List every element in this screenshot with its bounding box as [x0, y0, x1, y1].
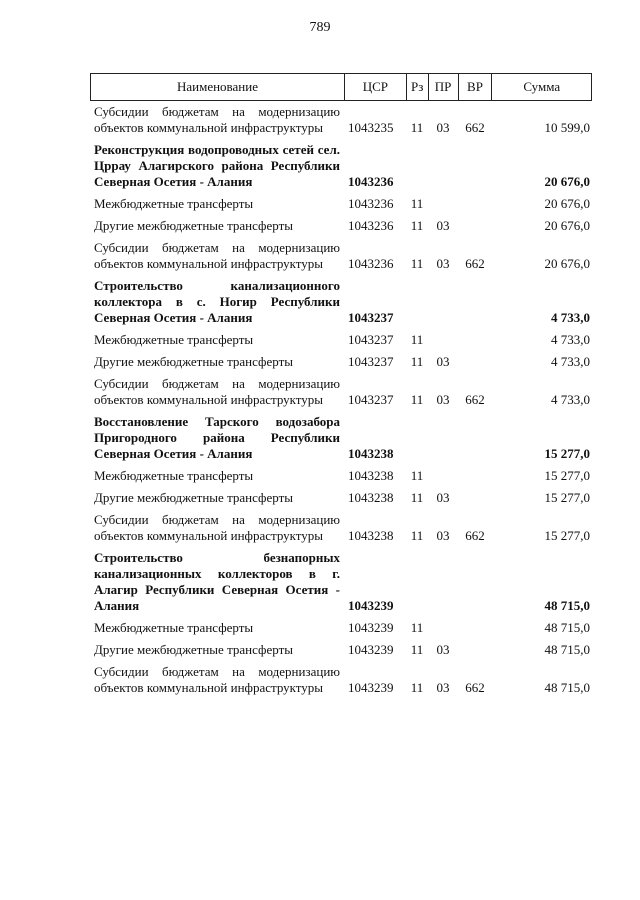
cell-name: Реконструкция водопроводных сетей сел. Цррау Алагирского района Республики Северная Осетия - Алания — [94, 142, 340, 189]
cell-rz: 11 — [410, 642, 424, 657]
cell-name: Другие межбюджетные трансферты — [94, 642, 293, 657]
cell-rz: 11 — [410, 528, 424, 543]
cell-pr: 03 — [436, 680, 450, 695]
cell-sum: 4 733,0 — [551, 332, 590, 347]
cell-name: Межбюджетные трансферты — [94, 620, 254, 635]
cell-pr: 03 — [436, 120, 450, 135]
page-number: 789 — [309, 20, 331, 35]
table-row-section — [90, 275, 592, 329]
table-row — [90, 351, 592, 373]
table-body — [90, 101, 592, 699]
header-sum: Сумма — [491, 74, 591, 100]
cell-sum: 48 715,0 — [544, 598, 590, 613]
cell-csr: 1043236 — [348, 256, 394, 271]
cell-sum: 20 676,0 — [544, 218, 590, 233]
cell-rz: 11 — [410, 332, 424, 347]
header-vr: ВР — [458, 74, 492, 100]
cell-rz: 11 — [410, 468, 424, 483]
cell-sum: 48 715,0 — [544, 620, 590, 635]
cell-name: Субсидии бюджетам на модернизацию объектов коммунальной инфраструктуры — [94, 240, 340, 271]
cell-csr: 1043236 — [348, 218, 394, 233]
cell-vr: 662 — [465, 120, 485, 135]
cell-name: Другие межбюджетные трансферты — [94, 490, 293, 505]
cell-sum: 48 715,0 — [544, 680, 590, 695]
cell-vr: 662 — [465, 680, 485, 695]
budget-table — [90, 73, 592, 699]
cell-name: Восстановление Тарского водозабора Пригородного района Республики Северная Осетия - Алания — [94, 414, 340, 461]
cell-pr: 03 — [436, 218, 450, 233]
cell-csr: 1043239 — [348, 642, 394, 657]
cell-name: Субсидии бюджетам на модернизацию объектов коммунальной инфраструктуры — [94, 512, 340, 543]
cell-rz: 11 — [410, 392, 424, 407]
cell-csr: 1043238 — [348, 528, 394, 543]
cell-vr: 662 — [465, 256, 485, 271]
cell-name: Субсидии бюджетам на модернизацию объектов коммунальной инфраструктуры — [94, 104, 340, 135]
cell-sum: 20 676,0 — [544, 256, 590, 271]
table-row — [90, 329, 592, 351]
cell-csr: 1043237 — [348, 332, 394, 347]
cell-sum: 48 715,0 — [544, 642, 590, 657]
cell-sum: 20 676,0 — [544, 196, 590, 211]
cell-csr: 1043235 — [348, 120, 394, 135]
cell-name: Другие межбюджетные трансферты — [94, 218, 293, 233]
table-row-section — [90, 547, 592, 617]
cell-csr: 1043236 — [348, 174, 394, 189]
cell-csr: 1043237 — [348, 392, 394, 407]
cell-sum: 15 277,0 — [544, 468, 590, 483]
cell-sum: 4 733,0 — [551, 310, 590, 325]
cell-csr: 1043237 — [348, 310, 394, 325]
cell-sum: 15 277,0 — [544, 528, 590, 543]
table-row — [90, 193, 592, 215]
table-header — [90, 73, 592, 101]
cell-csr: 1043238 — [348, 490, 394, 505]
cell-name: Другие межбюджетные трансферты — [94, 354, 293, 369]
cell-rz: 11 — [410, 218, 424, 233]
cell-pr: 03 — [436, 642, 450, 657]
cell-name: Межбюджетные трансферты — [94, 468, 254, 483]
cell-name: Строительство канализационного коллектора в с. Ногир Республики Северная Осетия - Алания — [94, 278, 340, 325]
table-row — [90, 465, 592, 487]
cell-csr: 1043238 — [348, 446, 394, 461]
cell-vr: 662 — [465, 392, 485, 407]
table-row — [90, 487, 592, 509]
cell-pr: 03 — [436, 528, 450, 543]
cell-csr: 1043239 — [348, 680, 394, 695]
table-row — [90, 237, 592, 275]
cell-pr: 03 — [436, 490, 450, 505]
cell-rz: 11 — [410, 680, 424, 695]
table-row-section — [90, 411, 592, 465]
cell-vr: 662 — [465, 528, 485, 543]
cell-sum: 4 733,0 — [551, 392, 590, 407]
table-row — [90, 215, 592, 237]
cell-sum: 20 676,0 — [544, 174, 590, 189]
cell-sum: 4 733,0 — [551, 354, 590, 369]
table-row — [90, 617, 592, 639]
cell-name: Строительство безнапорных канализационных коллекторов в г. Алагир Республики Северная Осетия - Алания — [94, 550, 340, 613]
header-name: Наименование — [176, 79, 258, 94]
cell-sum: 15 277,0 — [544, 490, 590, 505]
cell-sum: 15 277,0 — [544, 446, 590, 461]
cell-csr: 1043237 — [348, 354, 394, 369]
cell-name: Субсидии бюджетам на модернизацию объектов коммунальной инфраструктуры — [94, 664, 340, 695]
cell-name: Межбюджетные трансферты — [94, 332, 254, 347]
cell-csr: 1043238 — [348, 468, 394, 483]
table-row — [90, 509, 592, 547]
cell-rz: 11 — [410, 620, 424, 635]
cell-rz: 11 — [410, 120, 424, 135]
cell-csr: 1043239 — [348, 598, 394, 613]
table-row — [90, 101, 592, 139]
cell-pr: 03 — [436, 256, 450, 271]
cell-pr: 03 — [436, 354, 450, 369]
cell-rz: 11 — [410, 354, 424, 369]
header-csr: ЦСР — [344, 74, 406, 100]
cell-rz: 11 — [410, 490, 424, 505]
header-rz: Рз — [406, 74, 428, 100]
cell-csr: 1043239 — [348, 620, 394, 635]
cell-sum: 10 599,0 — [544, 120, 590, 135]
header-pr: ПР — [428, 74, 458, 100]
cell-name: Субсидии бюджетам на модернизацию объектов коммунальной инфраструктуры — [94, 376, 340, 407]
cell-rz: 11 — [410, 196, 424, 211]
cell-pr: 03 — [436, 392, 450, 407]
cell-csr: 1043236 — [348, 196, 394, 211]
cell-rz: 11 — [410, 256, 424, 271]
cell-name: Межбюджетные трансферты — [94, 196, 254, 211]
table-row-section — [90, 139, 592, 193]
table-row — [90, 639, 592, 661]
table-row — [90, 373, 592, 411]
table-row — [90, 661, 592, 699]
